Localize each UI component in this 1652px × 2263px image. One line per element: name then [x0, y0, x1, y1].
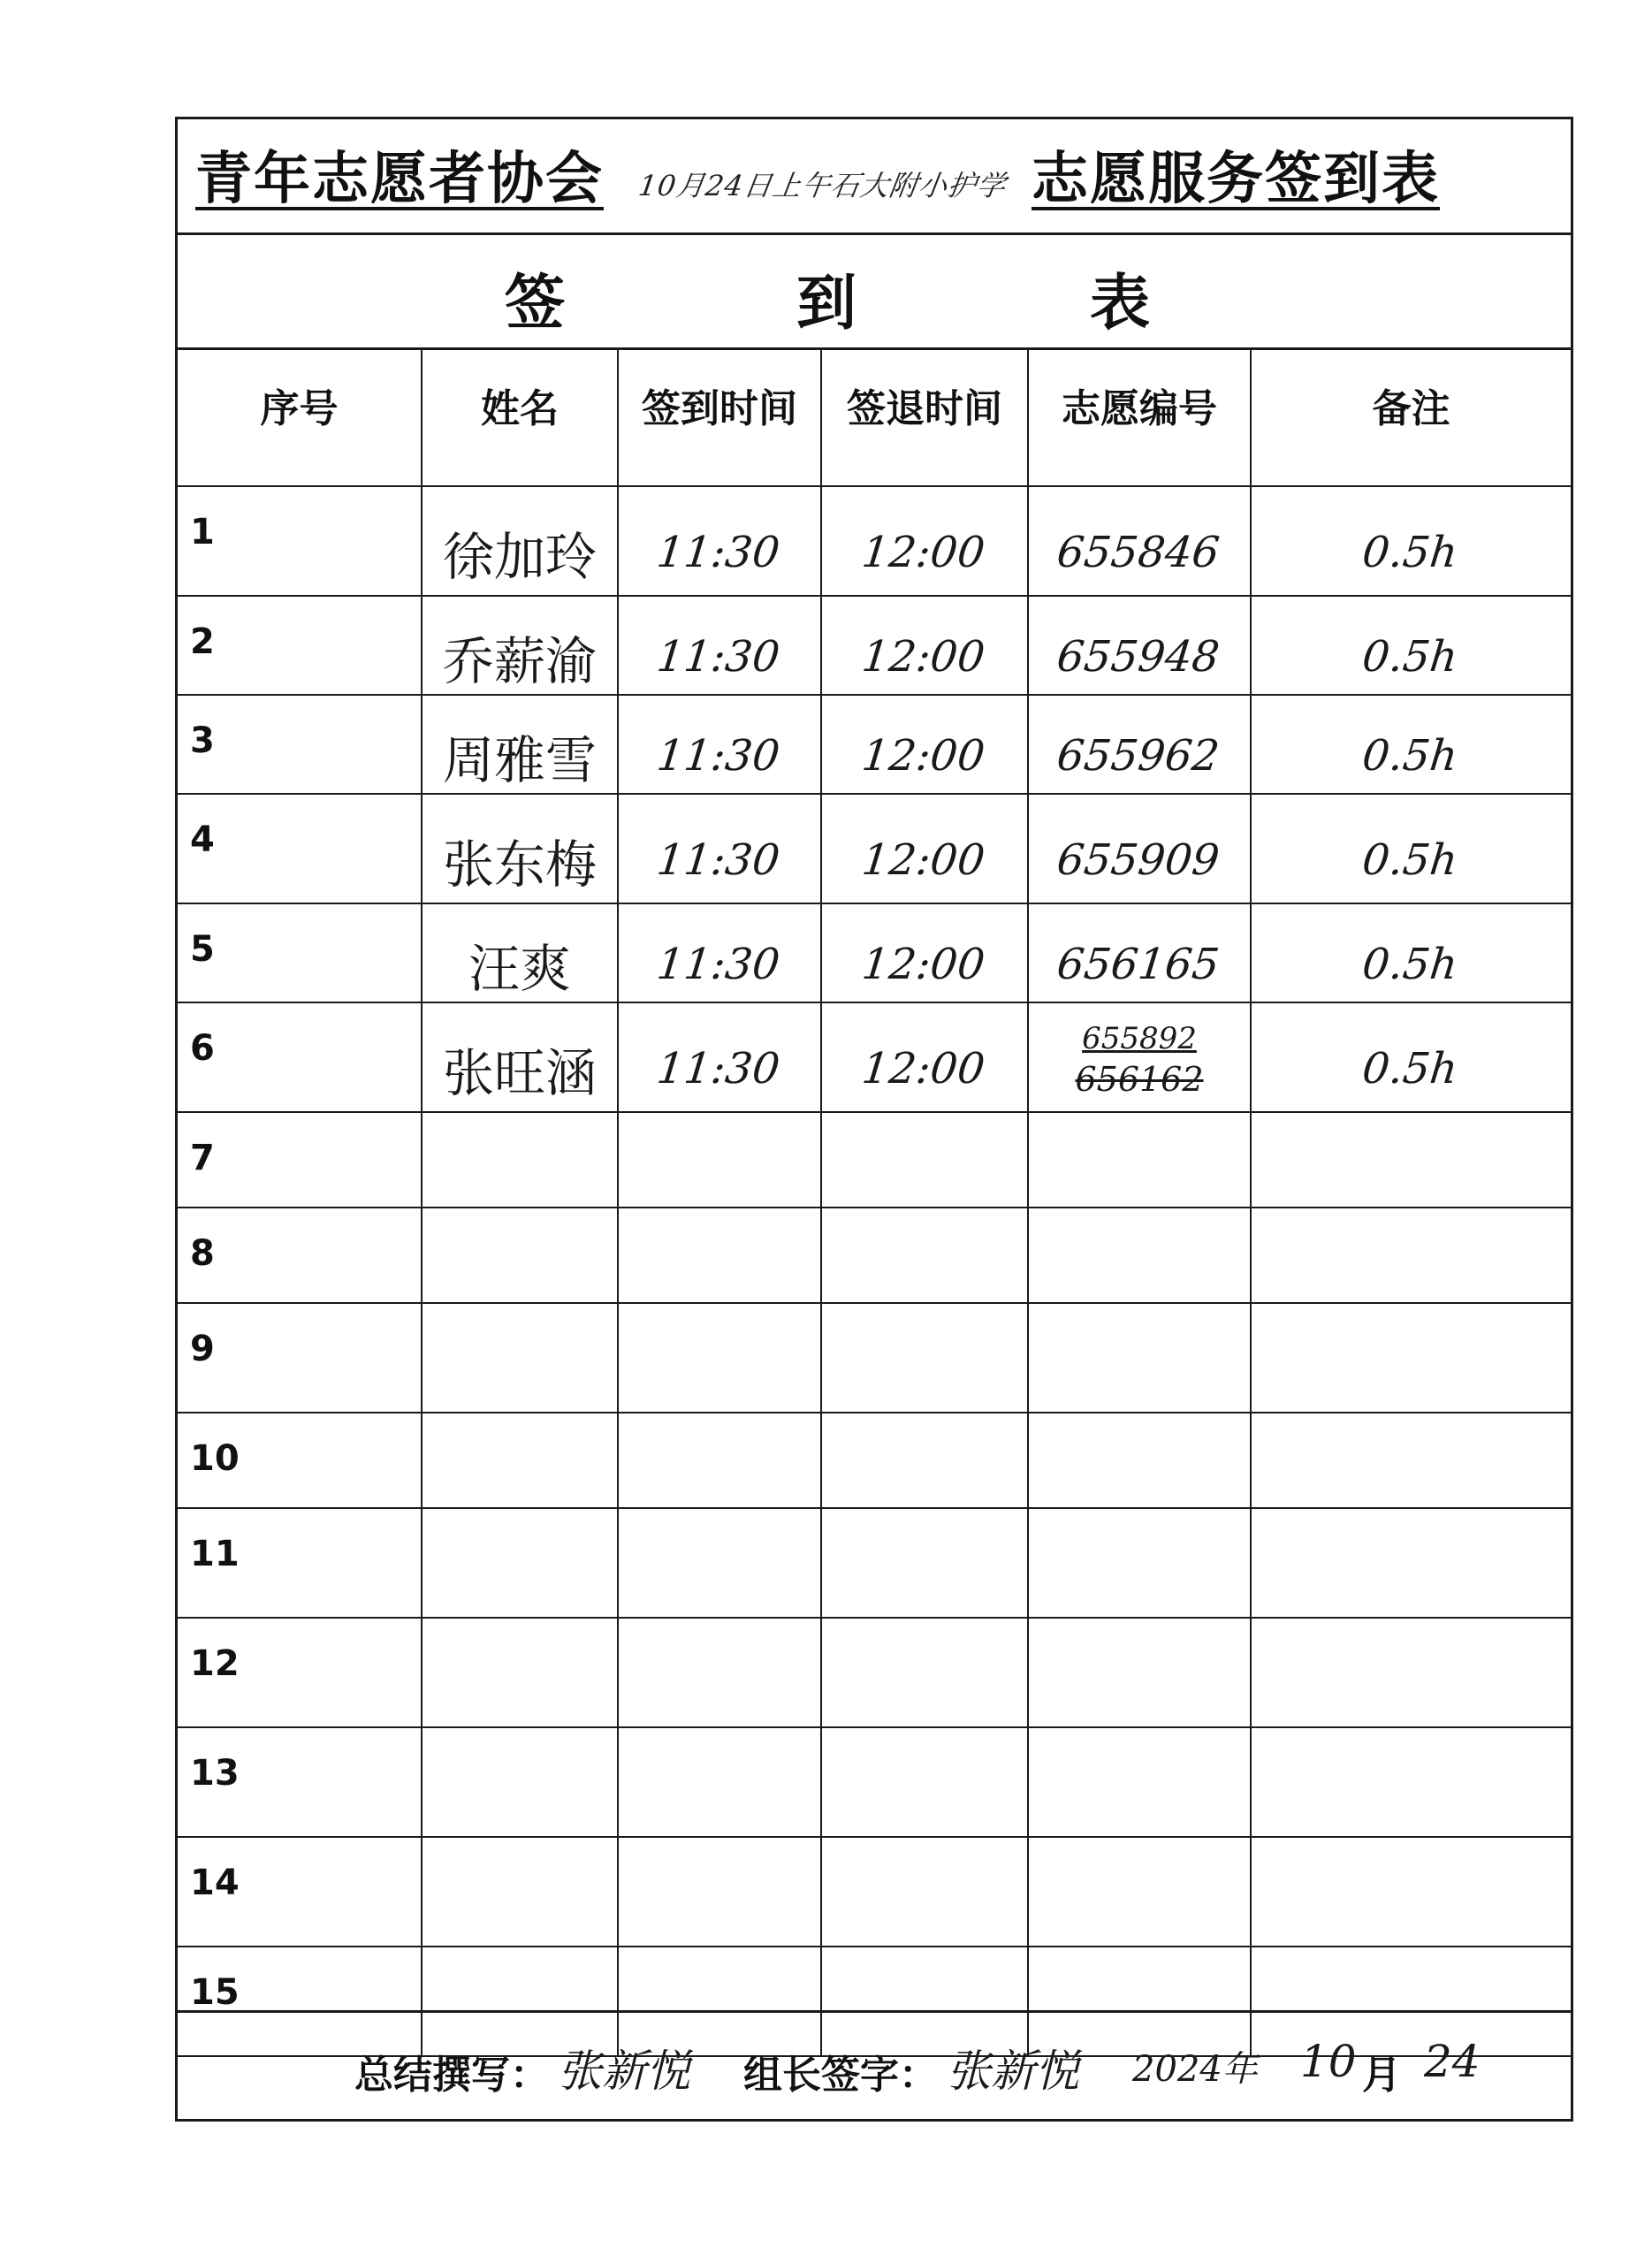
volunteer-id: 655909: [1054, 835, 1222, 885]
sign-in-time: 11:30: [654, 731, 782, 781]
cell-id: [1028, 486, 1251, 596]
column-header: 签退时间: [821, 347, 1028, 486]
cell-id: [1028, 1508, 1251, 1618]
cell-name: [422, 1727, 618, 1837]
sign-in-time: 11:30: [654, 940, 782, 989]
row-number: 7: [190, 1138, 215, 1178]
cell-note: [1251, 596, 1571, 695]
table-row: [178, 486, 1571, 596]
cell-name: [422, 1618, 618, 1727]
row-number: 12: [190, 1643, 240, 1684]
sign-out-time: 12:00: [859, 940, 987, 989]
cell-in: [618, 794, 821, 903]
note: 0.5h: [1359, 731, 1460, 781]
title-row: [178, 119, 1571, 235]
cell-out: [821, 1303, 1028, 1413]
sign-out-time: 12:00: [859, 632, 987, 682]
cell-out: [821, 1002, 1028, 1112]
subtitle-char: 到: [796, 269, 857, 339]
table-header-row: [178, 347, 1571, 486]
table-row: [178, 1303, 1571, 1413]
cell-no: [178, 1112, 422, 1208]
table-row: [178, 1727, 1571, 1837]
cell-out: [821, 794, 1028, 903]
cell-no: [178, 1618, 422, 1727]
table-row: [178, 1837, 1571, 1947]
volunteer-name: 张旺涵: [442, 1043, 597, 1103]
cell-out: [821, 596, 1028, 695]
sign-out-time: 12:00: [859, 835, 987, 885]
table-row: [178, 1208, 1571, 1303]
volunteer-id: 656165: [1054, 940, 1222, 989]
note: 0.5h: [1359, 1044, 1460, 1093]
cell-id: [1028, 1303, 1251, 1413]
volunteer-id: 655948: [1054, 632, 1222, 682]
note: 0.5h: [1359, 835, 1460, 885]
leader-signature-name: 张新悦: [947, 2046, 1079, 2097]
table-row: [178, 903, 1571, 1002]
cell-note: [1251, 1837, 1571, 1947]
cell-note: [1251, 903, 1571, 1002]
row-number: 1: [190, 512, 215, 552]
cell-no: [178, 794, 422, 903]
cell-in: [618, 1508, 821, 1618]
cell-in: [618, 1413, 821, 1508]
cell-note: [1251, 1727, 1571, 1837]
cell-no: [178, 1508, 422, 1618]
row-number: 6: [190, 1028, 215, 1069]
summary-writer-label: 总结撰写：: [354, 2053, 549, 2098]
cell-in: [618, 1727, 821, 1837]
cell-no: [178, 1002, 422, 1112]
cell-in: [618, 1002, 821, 1112]
cell-name: [422, 1208, 618, 1303]
cell-no: [178, 1208, 422, 1303]
cell-out: [821, 1208, 1028, 1303]
cell-note: [1251, 1208, 1571, 1303]
cell-id: [1028, 1002, 1251, 1112]
cell-id: [1028, 1208, 1251, 1303]
table-row: [178, 1112, 1571, 1208]
cell-in: [618, 903, 821, 1002]
title-organization: 青年志愿者协会: [195, 147, 604, 212]
cell-id: [1028, 1413, 1251, 1508]
row-number: 15: [190, 1972, 240, 2013]
row-number: 3: [190, 720, 215, 761]
row-number: 11: [190, 1534, 240, 1574]
volunteer-id-corrected: 655892: [1082, 1021, 1197, 1056]
date-month-label: 月: [1362, 2053, 1401, 2098]
volunteer-name: 周雅雪: [442, 730, 597, 790]
title-event-handwritten: 10月24日上午石大附小护学: [636, 169, 1009, 202]
sign-out-time: 12:00: [859, 1044, 987, 1093]
cell-out: [821, 1727, 1028, 1837]
cell-out: [821, 1112, 1028, 1208]
table-row: [178, 1618, 1571, 1727]
table-row: [178, 596, 1571, 695]
cell-id: [1028, 1837, 1251, 1947]
column-header: 志愿编号: [1028, 347, 1251, 486]
date-day: 24: [1424, 2036, 1481, 2087]
volunteer-name: 汪爽: [468, 939, 571, 999]
row-number: 10: [190, 1438, 240, 1479]
cell-name: [422, 1002, 618, 1112]
sign-in-time: 11:30: [654, 528, 782, 577]
volunteer-id: 655962: [1054, 731, 1222, 781]
volunteer-name: 张东梅: [442, 834, 597, 895]
cell-no: [178, 1303, 422, 1413]
cell-in: [618, 1303, 821, 1413]
row-number: 13: [190, 1753, 240, 1794]
cell-no: [178, 486, 422, 596]
row-number: 9: [190, 1329, 215, 1369]
sign-in-time: 11:30: [654, 632, 782, 682]
table-row: [178, 1002, 1571, 1112]
cell-id: [1028, 596, 1251, 695]
cell-name: [422, 596, 618, 695]
subtitle-row: [178, 232, 1571, 350]
cell-note: [1251, 1413, 1571, 1508]
table-row: [178, 794, 1571, 903]
leader-signature-label: 组长签字：: [743, 2053, 938, 2098]
cell-name: [422, 1303, 618, 1413]
table-row: [178, 1413, 1571, 1508]
title-form-name: 志愿服务签到表: [1032, 147, 1440, 212]
cell-id: [1028, 1618, 1251, 1727]
volunteer-id: 655846: [1054, 528, 1222, 577]
cell-in: [618, 1618, 821, 1727]
cell-in: [618, 486, 821, 596]
subtitle-char: 表: [1090, 269, 1151, 339]
cell-no: [178, 596, 422, 695]
cell-out: [821, 1618, 1028, 1727]
signature-footer: [178, 2010, 1571, 2119]
cell-id: [1028, 794, 1251, 903]
cell-note: [1251, 1002, 1571, 1112]
cell-name: [422, 903, 618, 1002]
cell-note: [1251, 1618, 1571, 1727]
cell-note: [1251, 695, 1571, 794]
sign-in-time: 11:30: [654, 1044, 782, 1093]
row-number: 14: [190, 1863, 240, 1903]
summary-writer-name: 张新悦: [558, 2046, 690, 2097]
cell-out: [821, 486, 1028, 596]
note: 0.5h: [1359, 940, 1460, 989]
row-number: 8: [190, 1233, 215, 1274]
cell-note: [1251, 1112, 1571, 1208]
cell-out: [821, 695, 1028, 794]
date-month: 10: [1300, 2036, 1357, 2087]
note: 0.5h: [1359, 528, 1460, 577]
cell-id: [1028, 1112, 1251, 1208]
sign-out-time: 12:00: [859, 528, 987, 577]
cell-name: [422, 1837, 618, 1947]
row-number: 2: [190, 621, 215, 662]
cell-in: [618, 1837, 821, 1947]
cell-note: [1251, 486, 1571, 596]
cell-note: [1251, 1508, 1571, 1618]
attendance-table: [178, 347, 1571, 2057]
cell-in: [618, 1208, 821, 1303]
cell-in: [618, 695, 821, 794]
cell-id: [1028, 1727, 1251, 1837]
subtitle-char: 签: [505, 269, 566, 339]
sign-in-time: 11:30: [654, 835, 782, 885]
cell-id: [1028, 903, 1251, 1002]
table-row: [178, 1508, 1571, 1618]
cell-name: [422, 1112, 618, 1208]
column-header: 序号: [178, 347, 422, 486]
cell-out: [821, 1413, 1028, 1508]
column-header: 姓名: [422, 347, 618, 486]
column-header: 备注: [1251, 347, 1571, 486]
cell-name: [422, 695, 618, 794]
cell-no: [178, 903, 422, 1002]
table-row: [178, 695, 1571, 794]
column-header: 签到时间: [618, 347, 821, 486]
cell-name: [422, 1508, 618, 1618]
cell-out: [821, 1508, 1028, 1618]
cell-in: [618, 1112, 821, 1208]
cell-out: [821, 903, 1028, 1002]
cell-in: [618, 596, 821, 695]
cell-no: [178, 1727, 422, 1837]
cell-id: [1028, 695, 1251, 794]
cell-name: [422, 1413, 618, 1508]
sign-out-time: 12:00: [859, 731, 987, 781]
cell-no: [178, 1837, 422, 1947]
volunteer-id-struck: 656162: [1075, 1060, 1204, 1099]
cell-note: [1251, 794, 1571, 903]
cell-no: [178, 1413, 422, 1508]
cell-no: [178, 695, 422, 794]
volunteer-name: 徐加玲: [442, 527, 597, 587]
cell-name: [422, 794, 618, 903]
sign-in-sheet: [175, 117, 1573, 2122]
row-number: 5: [190, 929, 215, 970]
volunteer-name: 乔薪渝: [442, 631, 597, 691]
note: 0.5h: [1359, 632, 1460, 682]
row-number: 4: [190, 819, 215, 860]
cell-name: [422, 486, 618, 596]
cell-out: [821, 1837, 1028, 1947]
cell-note: [1251, 1303, 1571, 1413]
date-year: 2024年: [1132, 2049, 1258, 2090]
